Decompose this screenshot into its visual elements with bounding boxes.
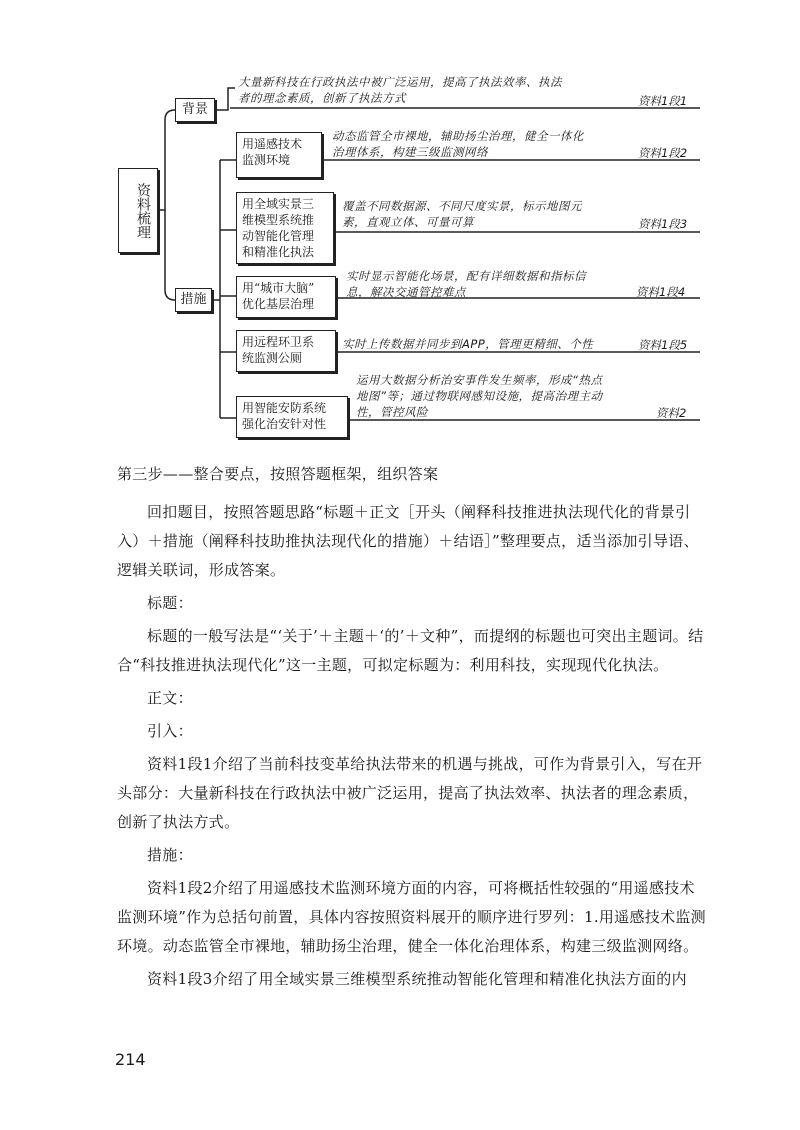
source-tag: 资料1段1	[638, 94, 688, 108]
source-tag: 资料2	[656, 406, 687, 420]
background-text: 大量新科技在行政执法中被广泛运用，提高了执法效率、执法 者的理念素质，创新了执法方式	[238, 75, 562, 105]
measure-text: 实时上传数据并同步到APP，管理更精细、个性	[342, 337, 594, 351]
source-tag: 资料1段3	[638, 217, 688, 231]
page-number: 214	[115, 1050, 146, 1069]
section-label: 标题：	[147, 594, 193, 612]
branch-measures: 措施	[175, 288, 212, 312]
measure-box: 用智能安防系统 强化治安针对性	[236, 396, 348, 438]
paragraph: 回扣题目，按照答题思路“标题＋正文［开头（阐释科技推进执法现代化的背景引入）＋措施（阐释科技助推执法现代化的措施）＋结语］”整理要点，适当添加引导语、逻辑关联词，形成答案。	[117, 503, 699, 579]
measure-box: 用“城市大脑” 优化基层治理	[236, 276, 336, 318]
mind-map	[0, 0, 800, 450]
measure-text: 覆盖不同数据源、不同尺度实景，标示地图元 素，直观立体、可量可算	[342, 199, 582, 229]
paragraph: 标题的一般写法是“‘关于’＋主题＋‘的’＋文种”，而提纲的标题也可突出主题词。结合“科技推进执法现代化”这一主题，可拟定标题为：利用科技，实现现代化执法。	[117, 627, 704, 674]
section-label: 引入：	[147, 722, 193, 740]
measure-text: 动态监管全市裸地，辅助扬尘治理，健全一体化 治理体系，构建三级监测网络	[332, 129, 584, 159]
section-label: 措施：	[147, 846, 193, 864]
measure-box: 用全域实景三 维模型系统推 动智能化管理 和精准化执法	[236, 192, 334, 264]
mindmap-root: 资料梳理	[118, 168, 158, 253]
measure-text: 运用大数据分析治安事件发生频率，形成“热点 地图”等；通过物联网感知设施，提高治理主动 性，管控风险	[356, 373, 603, 419]
connector-root-measures	[165, 210, 175, 300]
paragraph: 资料1段1介绍了当前科技变革给执法带来的机遇与挑战，可作为背景引入，写在开头部分：大量新科技在行政执法中被广泛运用，提高了执法效率、执法者的理念素质，创新了执法方式。	[117, 755, 703, 831]
source-tag: 资料1段5	[638, 338, 688, 352]
measure-box: 用远程环卫系 统监测公厕	[236, 330, 336, 372]
branch-background: 背景	[175, 98, 215, 122]
step-heading: 第三步——整合要点，按照答题框架，组织答案	[117, 465, 439, 483]
paragraph: 资料1段2介绍了用遥感技术监测环境方面的内容，可将概括性较强的“用遥感技术监测环境”作为总括句前置，具体内容按照资料展开的顺序进行罗列：1.用遥感技术监测环境。动态监管全市裸地，辅助扬尘治理，健全一体化治理体系，构建三级监测网络。	[117, 879, 706, 955]
paragraph: 资料1段3介绍了用全域实景三维模型系统推动智能化管理和精准化执法方面的内	[147, 970, 687, 988]
source-tag: 资料1段4	[636, 285, 686, 299]
section-label: 正文：	[147, 689, 193, 707]
connector-bg-text	[215, 88, 235, 110]
connector-root-bg	[158, 110, 175, 210]
article-body	[117, 460, 707, 994]
measure-box: 用遥感技术 监测环境	[236, 132, 322, 178]
measure-text: 实时显示智能化场景，配有详细数据和指标信 息，解决交通管控难点	[346, 269, 586, 299]
source-tag: 资料1段2	[638, 146, 688, 160]
